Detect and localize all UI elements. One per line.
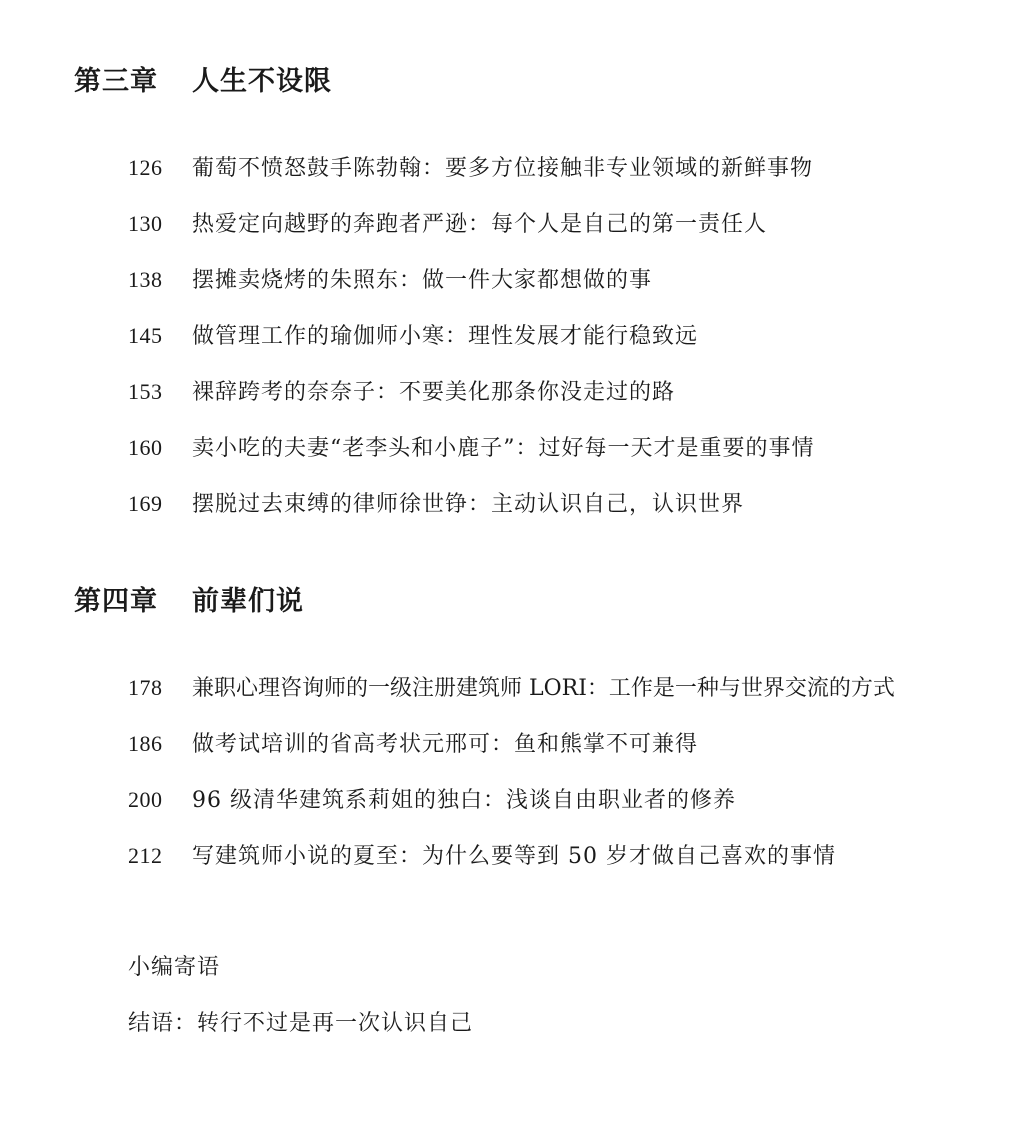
toc-entry-title: 兼职心理咨询师的一级注册建筑师 LORI：工作是一种与世界交流的方式	[192, 676, 895, 701]
toc-page-number: 178	[128, 675, 163, 700]
chapter-3-number: 第三章	[74, 66, 158, 97]
toc-entry[interactable]	[128, 489, 744, 520]
chapter-3-heading	[74, 64, 332, 100]
toc-entry[interactable]	[128, 841, 836, 872]
toc-entry[interactable]	[128, 433, 815, 464]
toc-entry-title: 96 级清华建筑系莉姐的独白：浅谈自由职业者的修养	[192, 788, 736, 813]
toc-page-number: 186	[128, 731, 163, 756]
conclusion[interactable]: 结语：转行不过是再一次认识自己	[128, 1011, 474, 1036]
toc-entry[interactable]	[128, 729, 698, 760]
toc-page-number: 145	[128, 323, 163, 348]
toc-entry[interactable]	[128, 153, 813, 184]
toc-entry-title: 热爱定向越野的奔跑者严逊：每个人是自己的第一责任人	[192, 212, 768, 237]
toc-page-number: 212	[128, 843, 163, 868]
toc-page-number: 126	[128, 155, 163, 180]
toc-page-number: 153	[128, 379, 163, 404]
chapter-3-name: 人生不设限	[192, 66, 332, 97]
toc-page-number: 200	[128, 787, 163, 812]
toc-page-number: 138	[128, 267, 163, 292]
toc-entry-title: 葡萄不愤怒鼓手陈勃翰：要多方位接触非专业领域的新鲜事物	[192, 156, 814, 181]
toc-page-number: 169	[128, 491, 163, 516]
toc-entry-title: 做考试培训的省高考状元邢可：鱼和熊掌不可兼得	[192, 732, 699, 757]
toc-entry[interactable]	[128, 673, 895, 704]
chapter-4-number: 第四章	[74, 586, 158, 617]
toc-page-number: 130	[128, 211, 163, 236]
toc-entry[interactable]	[128, 321, 698, 352]
toc-entry-title: 卖小吃的夫妻“老李头和小鹿子”：过好每一天才是重要的事情	[192, 436, 815, 461]
toc-entry[interactable]	[128, 265, 652, 296]
toc-entry-title: 摆脱过去束缚的律师徐世铮：主动认识自己，认识世界	[192, 492, 745, 517]
toc-entry[interactable]	[128, 785, 736, 816]
toc-entry-title: 写建筑师小说的夏至：为什么要等到 50 岁才做自己喜欢的事情	[192, 844, 836, 869]
chapter-4-heading	[74, 584, 304, 620]
toc-entry[interactable]	[128, 377, 675, 408]
toc-entry-title: 做管理工作的瑜伽师小寒：理性发展才能行稳致远	[192, 324, 699, 349]
toc-entry[interactable]	[128, 209, 767, 240]
toc-entry-title: 摆摊卖烧烤的朱照东：做一件大家都想做的事	[192, 268, 653, 293]
toc-entry-title: 裸辞跨考的奈奈子：不要美化那条你没走过的路	[192, 380, 676, 405]
chapter-4-name: 前辈们说	[192, 586, 304, 617]
editor-note[interactable]: 小编寄语	[128, 955, 221, 980]
toc-page-number: 160	[128, 435, 163, 460]
